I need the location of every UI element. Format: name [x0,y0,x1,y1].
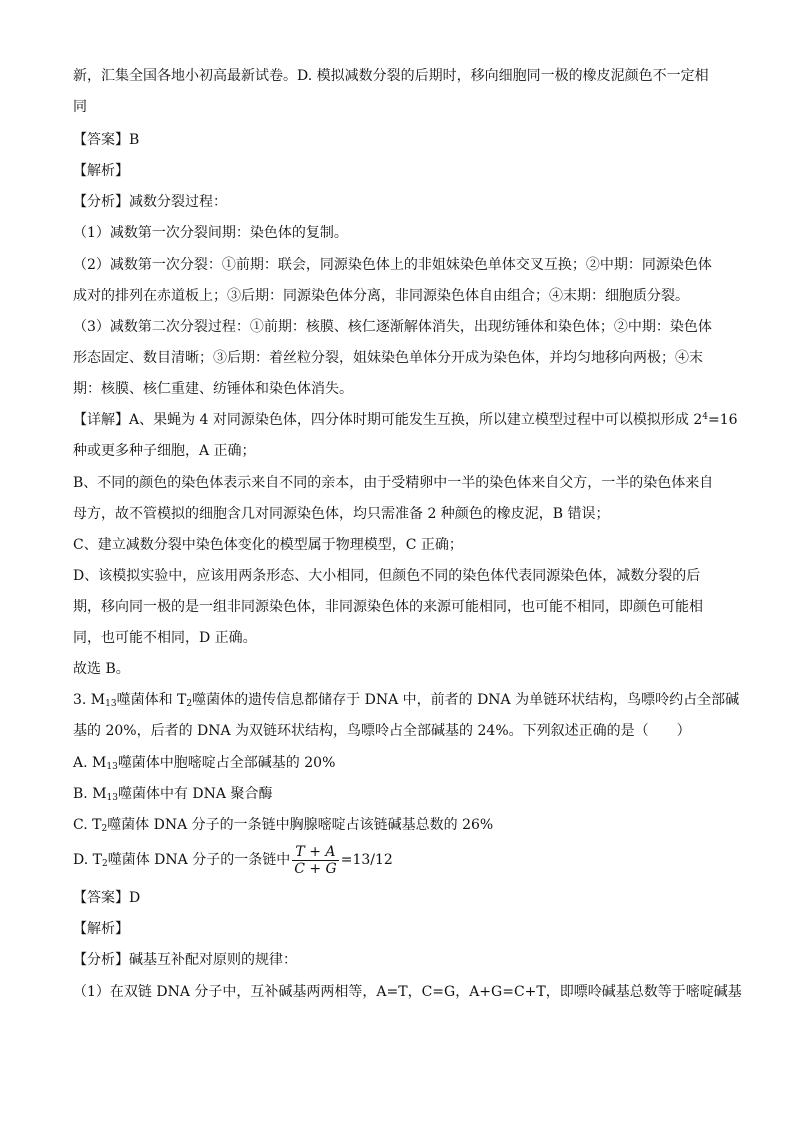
option-a [73,753,733,773]
text-segment: 噬菌体和 T [116,692,187,708]
text-line: 新，汇集全国各地小初高最新试卷。D. 模拟减数分裂的后期时，移向细胞同一极的橡皮泥颜色不一定相 [73,68,709,84]
subscript: 13 [106,793,118,803]
text-segment: =13/12 [340,852,393,868]
text-segment: A. M [73,755,107,771]
analysis-label: 【解析】 [73,921,129,937]
text-segment: 噬菌体的遗传信息都储存于 DNA 中，前者的 DNA 为单链环状结构，鸟嘌呤约占全部碱 [192,692,740,708]
text-segment: B. M [73,786,107,802]
text-line: （3）减数第二次分裂过程：①前期：核膜、核仁逐渐解体消失，出现纺锤体和染色体；②中期：染色体 [73,319,712,335]
text-segment: C. T [73,817,102,833]
text-line: 同，也可能不相同，D 正确。 [73,630,257,646]
text-line: 故选 B。 [73,661,130,677]
question-stem [73,690,740,710]
question-stem: 基的 20%，后者的 DNA 为双链环状结构，鸟嘌呤占全部碱基的 24%。下列叙述正确的是（ ） [73,723,691,739]
text-line: 成对的排列在赤道板上；③后期：同源染色体分离，非同源染色体自由组合；④末期：细胞质分裂。 [73,288,689,304]
subscript: 2 [101,859,108,869]
text-line: （1）减数第一次分裂间期：染色体的复制。 [73,225,348,241]
text-line: （1）在双链 DNA 分子中，互补碱基两两相等，A=T，C=G，A+G=C+T，即嘌呤碱基总数等于嘧啶碱基 [73,984,742,1000]
text-line: 种或更多种子细胞，A 正确； [73,443,256,459]
fraction-numerator: T + A [292,844,339,861]
text-line: 母方，故不管模拟的细胞含几对同源染色体，均只需准备 2 种颜色的橡皮泥，B 错误； [73,506,610,522]
text-line: 形态固定、数目清晰；③后期：着丝粒分裂，姐妹染色单体分开成为染色体，并均匀地移向两极；④末 [73,350,703,366]
text-line: 同 [73,99,87,115]
text-line: B、不同的颜色的染色体表示来自不同的亲本，由于受精卵中一半的染色体来自父方，一半的染色体来自 [73,475,714,491]
text-segment: 【详解】A、果蝇为 4 对同源染色体，四分体时期可能发生互换，所以建立模型过程中可以模拟形成 2 [73,412,703,428]
fraction-denominator: C + G [294,860,337,877]
analysis-label: 【解析】 [73,163,129,179]
text-line: 【分析】减数分裂过程： [73,194,227,210]
text-line: 【分析】碱基互补配对原则的规律： [73,952,297,968]
text-line [73,410,738,430]
text-segment: D. T [73,852,102,868]
text-segment: 噬菌体 DNA 分子的一条链中 [107,852,291,868]
text-segment: 噬菌体 DNA 分子的一条链中胸腺嘧啶占该链碱基总数的 26% [107,817,494,833]
text-segment: 噬菌体中有 DNA 聚合酶 [117,786,273,802]
text-line: 期：核膜、核仁重建、纺锤体和染色体消失。 [73,381,353,397]
option-c [73,815,733,835]
answer-label: 【答案】B [73,132,140,148]
subscript: 13 [106,762,118,772]
superscript: 4 [702,412,709,422]
text-segment: =16 [708,412,738,428]
text-line: D、该模拟实验中，应该用两条形态、大小相同，但颜色不同的染色体代表同源染色体，减数分裂的后 [73,568,701,584]
fraction [292,844,339,877]
text-segment: 噬菌体中胞嘧啶占全部碱基的 20% [117,755,336,771]
option-d [73,842,733,878]
option-b [73,784,733,804]
subscript: 2 [101,824,108,834]
text-segment: 3. M [73,692,106,708]
subscript: 2 [186,699,193,709]
subscript: 13 [105,699,117,709]
text-line: C、建立减数分裂中染色体变化的模型属于物理模型，C 正确； [73,537,463,553]
answer-label: 【答案】D [73,890,141,906]
text-line: 期，移向同一极的是一组非同源染色体，非同源染色体的来源可能相同，也可能不相同，即颜色可能相 [73,599,703,615]
text-line: （2）减数第一次分裂：①前期：联会，同源染色体上的非姐妹染色单体交叉互换；②中期：同源染色体 [73,257,712,273]
